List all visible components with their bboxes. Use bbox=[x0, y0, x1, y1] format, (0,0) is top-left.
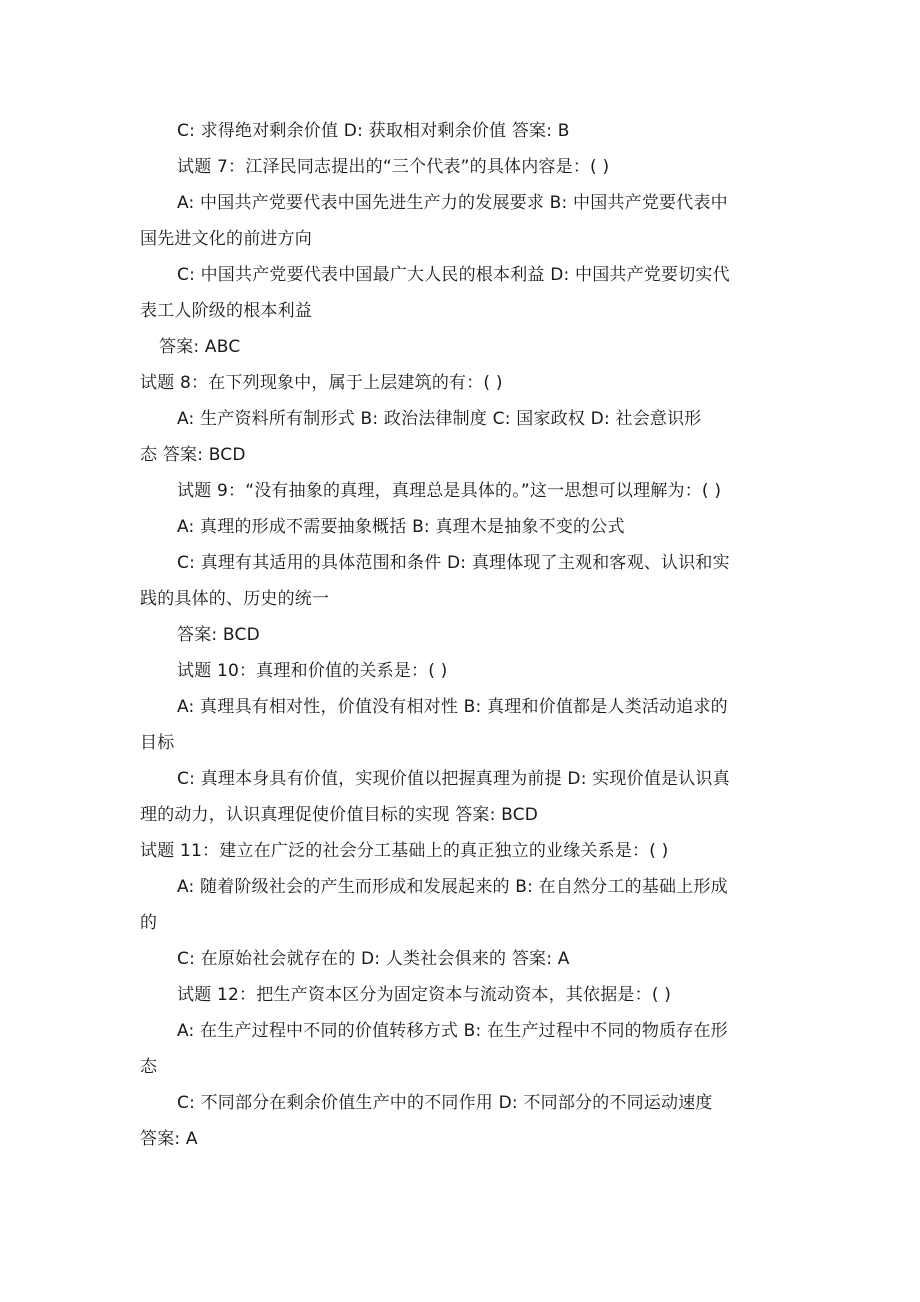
q6-options-cd: C: 求得绝对剩余价值 D: 获取相对剩余价值 答案: B bbox=[177, 121, 570, 141]
q7-options-cd: C: 中国共产党要代表中国最广大人民的根本利益 D: 中国共产党要切实代 bbox=[177, 265, 730, 285]
q9-options-cd-cont: 践的具体的、历史的统一 bbox=[140, 589, 330, 609]
document-body bbox=[140, 113, 800, 1157]
q7-options-ab-cont: 国先进文化的前进方向 bbox=[140, 229, 312, 249]
q11-options-ab-cont: 的 bbox=[140, 913, 158, 933]
q7-title: 试题 7：江泽民同志提出的“三个代表”的具体内容是：( ) bbox=[177, 157, 610, 177]
q8-options: A: 生产资料所有制形式 B: 政治法律制度 C: 国家政权 D: 社会意识形 bbox=[177, 409, 702, 429]
q11-options-ab: A: 随着阶级社会的产生而形成和发展起来的 B: 在自然分工的基础上形成 bbox=[177, 877, 728, 897]
q8-options-cont: 态 答案: BCD bbox=[140, 445, 246, 465]
q8-title: 试题 8：在下列现象中，属于上层建筑的有：( ) bbox=[140, 373, 503, 393]
q12-options-ab: A: 在生产过程中不同的价值转移方式 B: 在生产过程中不同的物质存在形 bbox=[177, 1021, 728, 1041]
q12-options-ab-cont: 态 bbox=[140, 1057, 158, 1077]
q10-options-ab-cont: 目标 bbox=[140, 733, 175, 753]
q10-options-ab: A: 真理具有相对性，价值没有相对性 B: 真理和价值都是人类活动追求的 bbox=[177, 697, 728, 717]
q11-options-cd: C: 在原始社会就存在的 D: 人类社会俱来的 答案: A bbox=[177, 949, 570, 969]
q9-options-ab: A: 真理的形成不需要抽象概括 B: 真理木是抽象不变的公式 bbox=[177, 517, 625, 537]
q10-title: 试题 10：真理和价值的关系是：( ) bbox=[177, 661, 448, 681]
q12-options-cd: C: 不同部分在剩余价值生产中的不同作用 D: 不同部分的不同运动速度 bbox=[177, 1093, 713, 1113]
q10-options-cd: C: 真理本身具有价值，实现价值以把握真理为前提 D: 实现价值是认识真 bbox=[177, 769, 730, 789]
q9-title: 试题 9：“没有抽象的真理，真理总是具体的。”这一思想可以理解为：( ) bbox=[177, 481, 722, 501]
q9-options-cd: C: 真理有其适用的具体范围和条件 D: 真理体现了主观和客观、认识和实 bbox=[177, 553, 730, 573]
q12-answer: 答案: A bbox=[140, 1129, 198, 1149]
q7-options-ab: A: 中国共产党要代表中国先进生产力的发展要求 B: 中国共产党要代表中 bbox=[177, 193, 728, 213]
q9-answer: 答案: BCD bbox=[177, 625, 260, 645]
q7-answer: 答案: ABC bbox=[159, 337, 241, 357]
q12-title: 试题 12：把生产资本区分为固定资本与流动资本，其依据是：( ) bbox=[177, 985, 672, 1005]
q10-options-cd-cont: 理的动力，认识真理促使价值目标的实现 答案: BCD bbox=[140, 805, 539, 825]
q7-options-cd-cont: 表工人阶级的根本利益 bbox=[140, 301, 312, 321]
q11-title: 试题 11：建立在广泛的社会分工基础上的真正独立的业缘关系是：( ) bbox=[140, 841, 669, 861]
